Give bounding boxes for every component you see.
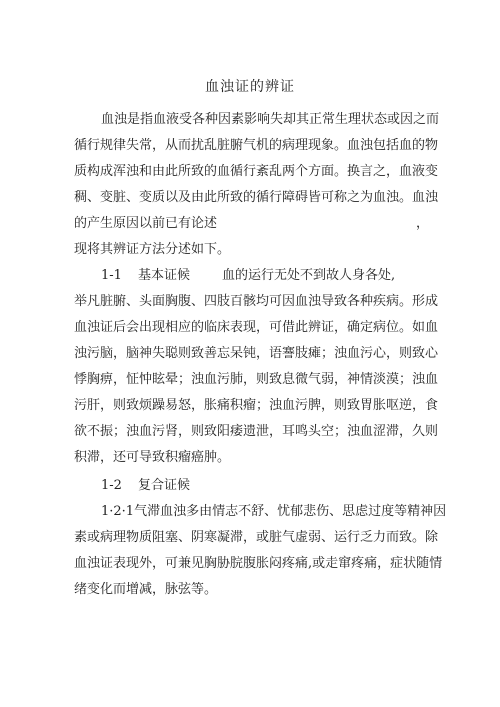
- section-2-line-3: 血浊证表现外，可兼见胸胁脘腹胀闷疼痛,或走窜疼痛，症状随情: [74, 556, 443, 571]
- intro-line-6: 现将其辨证方法分述如下。: [74, 242, 231, 257]
- section-1-line-3: 浊污脑，脑神失聪则致善忘呆钝，语謇肢瘫；浊血污心，则致心: [74, 346, 439, 361]
- intro-line-2: 循行规律失常，从而扰乱脏腑气机的病理现象。血浊包括血的物: [74, 138, 439, 153]
- intro-line-1: 血浊是指血液受各种因素影响失却其正常生理状态或因之而: [101, 112, 440, 127]
- section-1-heading-tail: 血的运行无处不到故人身各处,: [222, 268, 396, 283]
- intro-line-3: 质构成浑浊和由此所致的血循行紊乱两个方面。换言之，血液变: [74, 164, 439, 179]
- section-1-line-4: 悸胸痹，怔忡眩晕；浊血污肺，则致息微气弱，神情淡漠；浊血: [74, 372, 439, 387]
- section-2-line-2: 素或病理物质阻塞、阴寒凝滞，或脏气虚弱、运行乏力而致。除: [74, 530, 439, 545]
- section-2-line-4: 绪变化而增减，脉弦等。: [74, 582, 218, 597]
- section-2-line-1: 1·2·1气滞血浊多由情志不舒、忧郁悲伤、思虑过度等精神因: [101, 504, 447, 519]
- section-1-number: 1-1: [101, 268, 122, 283]
- document-title: 血浊证的辨证: [205, 79, 295, 95]
- intro-line-5: 的产生原因以前已有论述: [74, 216, 218, 231]
- intro-line-5-comma: ，: [416, 216, 430, 231]
- section-2-number: 1-2: [101, 478, 122, 493]
- section-1-line-2: 血浊证后会出现相应的临床表现，可借此辨证，确定病位。如血: [74, 320, 439, 335]
- section-1-line-5: 污肝，则致烦躁易怒，胀痛积瘤；浊血污脾，则致胃胀呕逆，食: [74, 398, 439, 413]
- section-1-heading: 基本证候: [138, 268, 191, 283]
- section-1-line-7: 积滞，还可导致积瘤癌肿。: [74, 450, 231, 465]
- section-1-line-1: 举凡脏腑、头面胸腹、四肢百骸均可因血浊导致各种疾病。形成: [74, 294, 439, 309]
- intro-line-4: 稠、变脏、变质以及由此所致的循行障碍皆可称之为血浊。血浊: [74, 190, 439, 205]
- section-2-heading: 复合证候: [138, 478, 191, 493]
- section-1-line-6: 欲不振；浊血污肾，则致阳痿遗泄，耳鸣头空；浊血涩滞，久则: [74, 424, 439, 439]
